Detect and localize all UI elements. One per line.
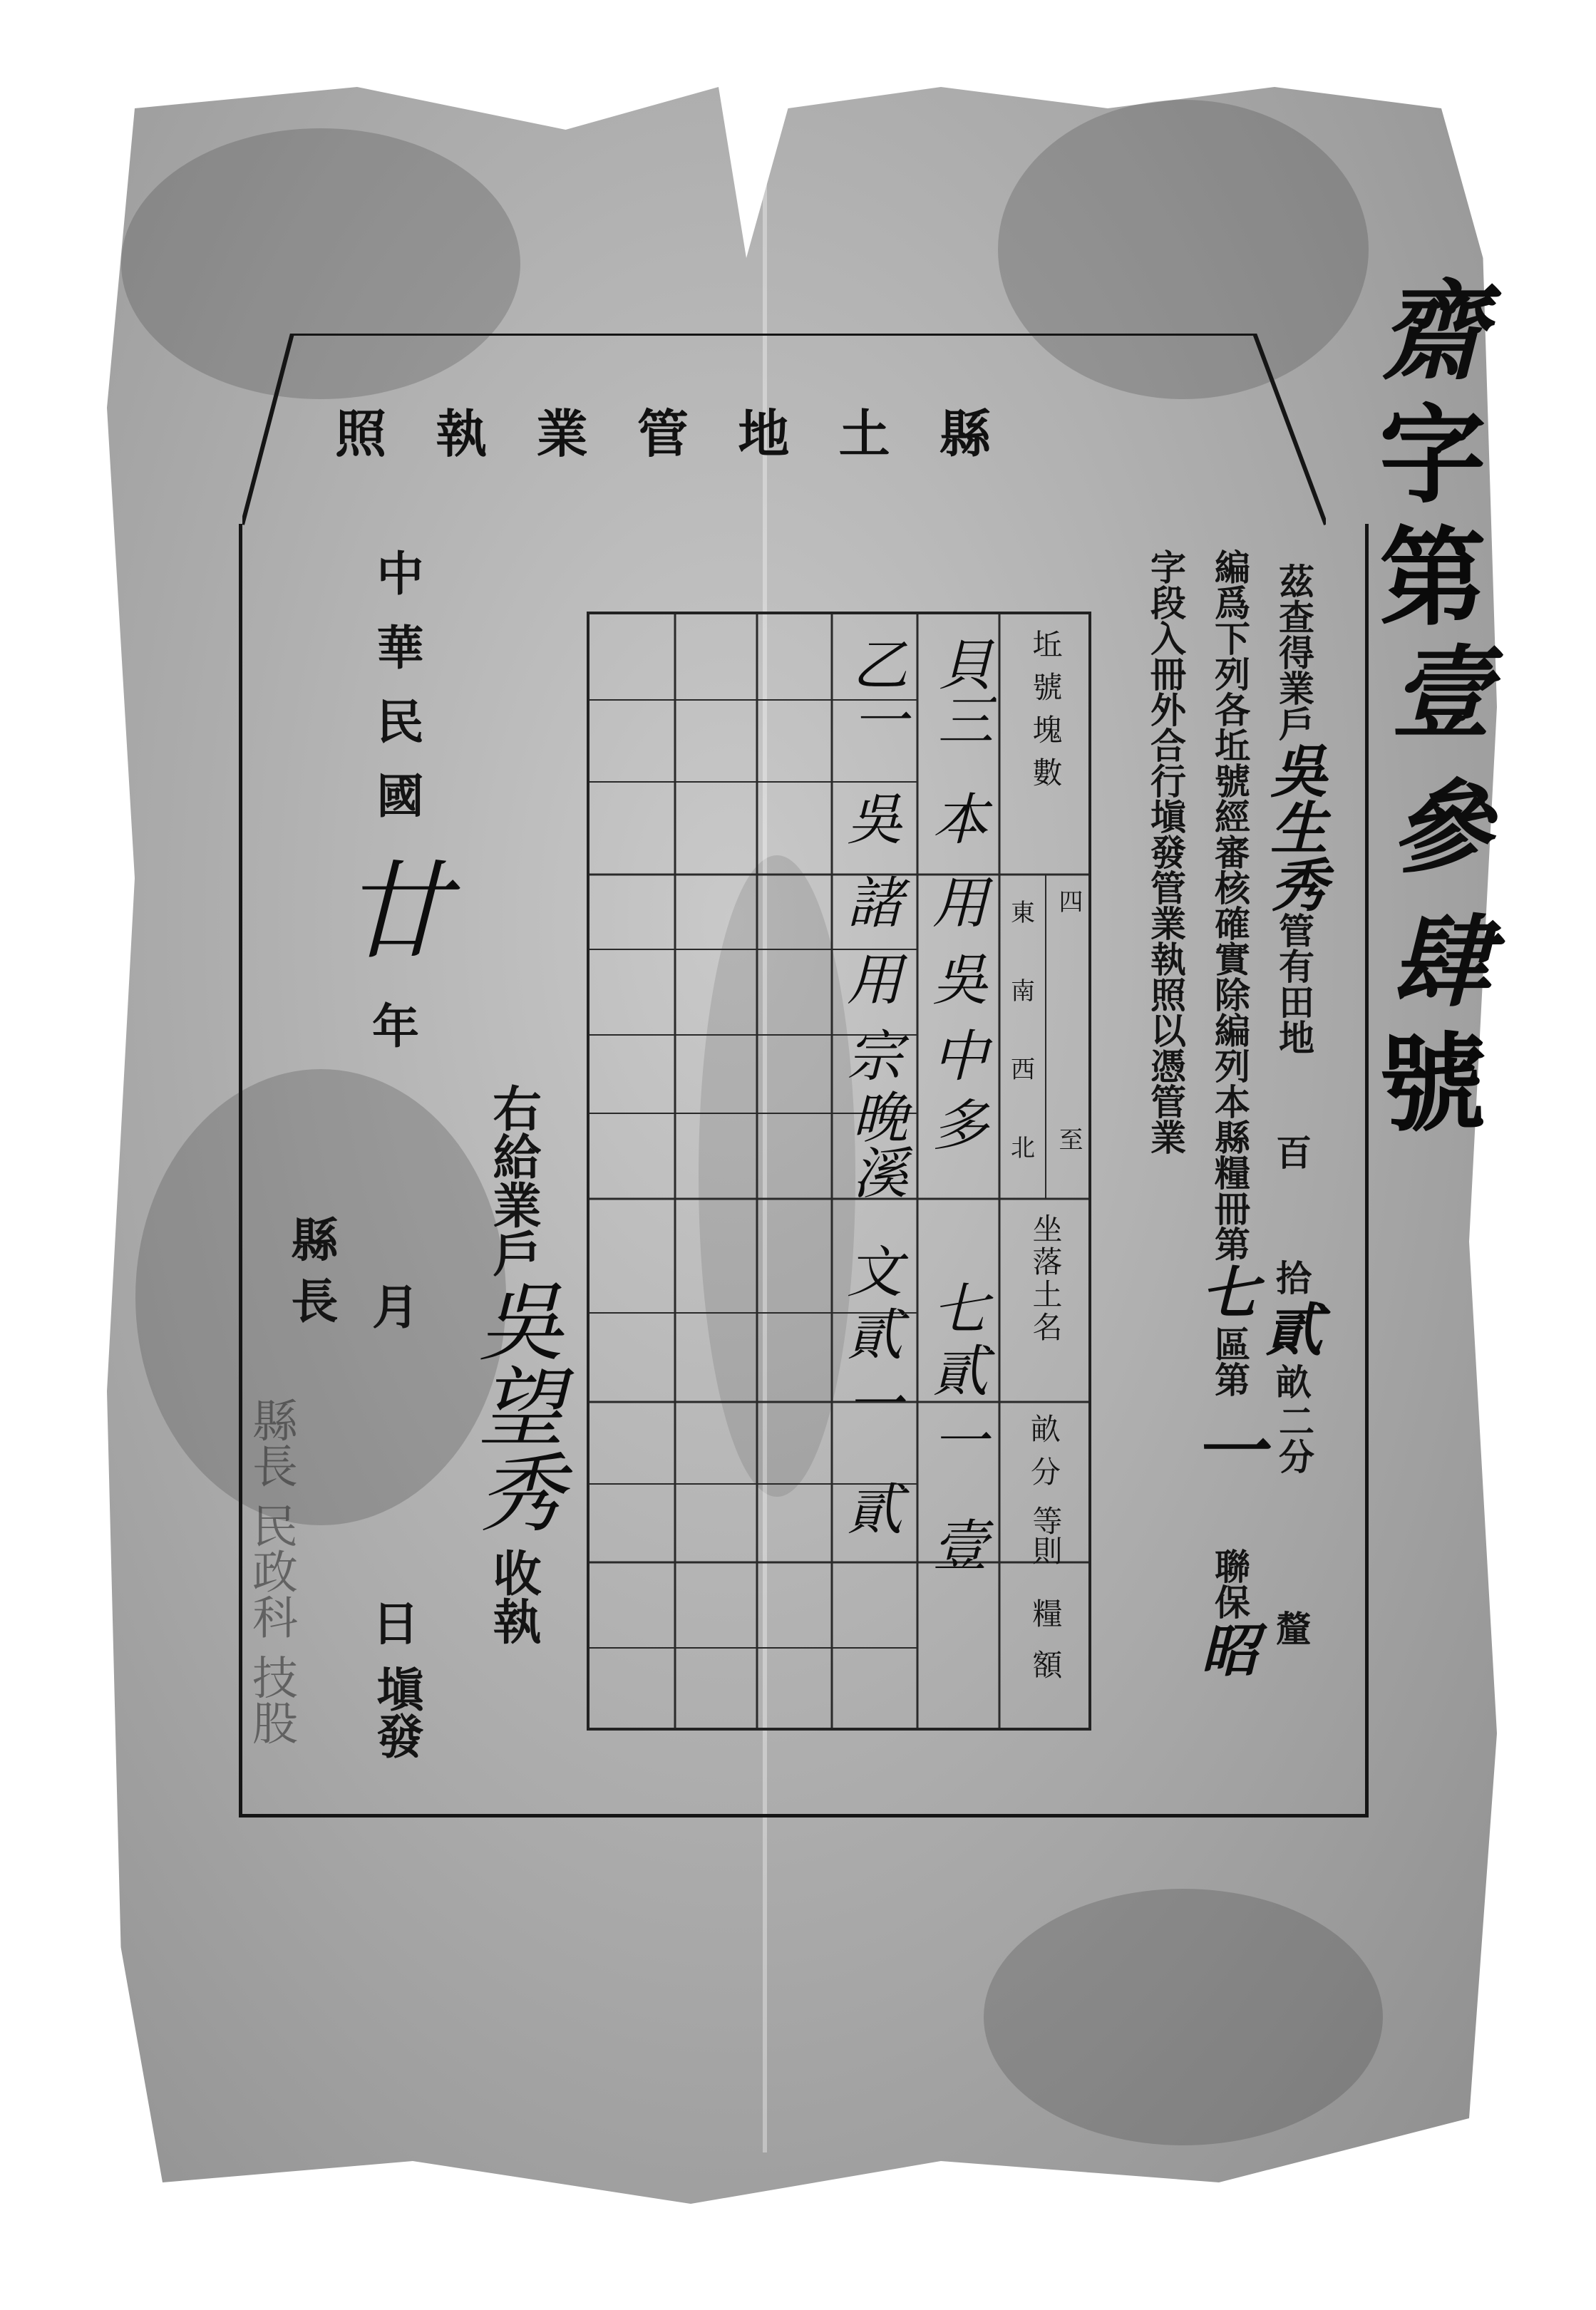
title-char: 地 bbox=[738, 404, 790, 464]
cell-tax: 貳 bbox=[846, 1478, 902, 1542]
title-char: 照 bbox=[335, 404, 387, 464]
serial-char1: 字 bbox=[1379, 392, 1486, 518]
title-char: 土 bbox=[838, 404, 890, 464]
bound-east: 東 bbox=[1011, 899, 1035, 927]
cell-east: 吳 bbox=[846, 788, 902, 852]
official-seal bbox=[242, 1397, 424, 1839]
body-line-2 bbox=[1194, 549, 1265, 1684]
header-tax bbox=[1010, 1598, 1081, 1701]
cell-location: 晚溪 bbox=[843, 1088, 907, 1200]
header-text: 分 bbox=[1030, 1455, 1061, 1490]
magistrate-label: 縣長 bbox=[282, 1215, 339, 1338]
bound-west: 西 bbox=[1011, 1056, 1035, 1085]
owner-name-handwritten: 吳生秀 bbox=[1260, 741, 1328, 912]
section-handwritten: 一 bbox=[1194, 1408, 1265, 1493]
year-handwritten: 廿 bbox=[342, 850, 450, 974]
cell-location: 多 bbox=[932, 1094, 988, 1159]
header-text: 畝 bbox=[1030, 1412, 1061, 1447]
body-text: 二分 bbox=[1273, 1402, 1315, 1474]
month-label: 月 bbox=[372, 1279, 419, 1335]
title-char: 縣 bbox=[939, 404, 991, 464]
cell-south: 諸 bbox=[846, 872, 902, 937]
land-lot-table bbox=[587, 612, 1091, 1731]
serial-number bbox=[1372, 271, 1493, 1981]
water-stain bbox=[984, 1889, 1383, 2145]
serial-suffix: 號 bbox=[1379, 1021, 1486, 1147]
district-handwritten: 七 bbox=[1201, 1259, 1258, 1326]
cell-fen: 貳 bbox=[846, 1303, 902, 1368]
cell-lot: 貝三 bbox=[928, 636, 993, 747]
title-char: 執 bbox=[436, 404, 488, 464]
header-text: 等則 bbox=[1028, 1505, 1064, 1565]
body-text: 茲查得業戶 bbox=[1273, 563, 1315, 741]
table-row bbox=[925, 636, 996, 1578]
body-text: 聯保 bbox=[1209, 1547, 1251, 1619]
cell-east: 本 bbox=[932, 788, 988, 852]
cell-south: 用 bbox=[932, 872, 988, 937]
table-row bbox=[839, 636, 910, 1542]
cell-west: 吳 bbox=[932, 948, 988, 1013]
body-line-3 bbox=[1141, 549, 1190, 1155]
title-char: 管 bbox=[637, 404, 689, 464]
issue-label: 塡發 bbox=[368, 1664, 424, 1759]
cell-grade: 一 bbox=[932, 1409, 988, 1474]
cell-mu: 文 bbox=[846, 1241, 902, 1306]
serial-number-handwritten: 壹 參 肆 bbox=[1374, 639, 1492, 1009]
body-text: 拾 bbox=[1276, 1257, 1312, 1299]
serial-prefix: 齋 bbox=[1379, 269, 1486, 395]
body-text: 管有田地 bbox=[1273, 912, 1315, 1055]
seal-text: 縣長 民政科 技股 bbox=[244, 1397, 297, 1746]
receive-label: 收執 bbox=[485, 1548, 542, 1645]
header-text: 坐落土名 bbox=[1028, 1213, 1064, 1344]
body-text: 編爲下列各坵號經審核確實除編列本縣糧冊第 bbox=[1209, 549, 1251, 1262]
body-text: 區第 bbox=[1209, 1325, 1251, 1397]
header-text: 四至 bbox=[1054, 889, 1083, 1365]
body-text: 畝 bbox=[1276, 1361, 1312, 1403]
header-fen bbox=[1010, 1455, 1081, 1489]
body-text: 字段入冊外合行塡發管業執照以憑管業 bbox=[1145, 549, 1187, 1155]
recipient-label: 右給業戶 bbox=[485, 1083, 542, 1277]
era-label: 中華民國 bbox=[368, 549, 424, 845]
day-label: 日 bbox=[372, 1595, 419, 1651]
cell-north: 中 bbox=[932, 1025, 988, 1090]
bound-south: 南 bbox=[1011, 977, 1035, 1006]
cell-west: 用 bbox=[846, 948, 902, 1013]
guarantor-handwritten: 昭 bbox=[1201, 1617, 1258, 1684]
year-label: 年 bbox=[372, 999, 419, 1054]
recipient-column bbox=[464, 1083, 564, 1645]
header-text: 糧額 bbox=[1028, 1598, 1064, 1701]
header-location bbox=[1010, 1213, 1081, 1344]
certificate-title bbox=[335, 391, 991, 469]
cell-mu: 七 bbox=[932, 1277, 988, 1342]
title-char: 業 bbox=[536, 404, 588, 464]
header-lot-number bbox=[1010, 629, 1081, 800]
cell-tax: 壹 bbox=[932, 1514, 988, 1579]
area-handwritten: 貳 bbox=[1265, 1296, 1322, 1363]
body-text: 百 bbox=[1276, 1132, 1312, 1174]
cell-lot: 乙一 bbox=[843, 636, 907, 747]
header-bounds bbox=[1003, 899, 1043, 1162]
header-grade bbox=[1010, 1505, 1081, 1565]
serial-char2: 第 bbox=[1379, 515, 1486, 641]
cell-north: 宗 bbox=[846, 1025, 902, 1090]
body-line-1 bbox=[1260, 563, 1328, 1650]
cell-fen: 貳 bbox=[932, 1340, 988, 1405]
cell-grade: 一 bbox=[846, 1373, 902, 1438]
bound-north: 北 bbox=[1011, 1134, 1035, 1163]
recipient-name-handwritten: 吳望秀 bbox=[464, 1277, 564, 1534]
magistrate-column bbox=[274, 1215, 346, 1338]
header-text: 坵號塊數 bbox=[1028, 629, 1064, 800]
header-mu bbox=[1010, 1413, 1081, 1446]
body-text: 釐 bbox=[1276, 1607, 1312, 1650]
